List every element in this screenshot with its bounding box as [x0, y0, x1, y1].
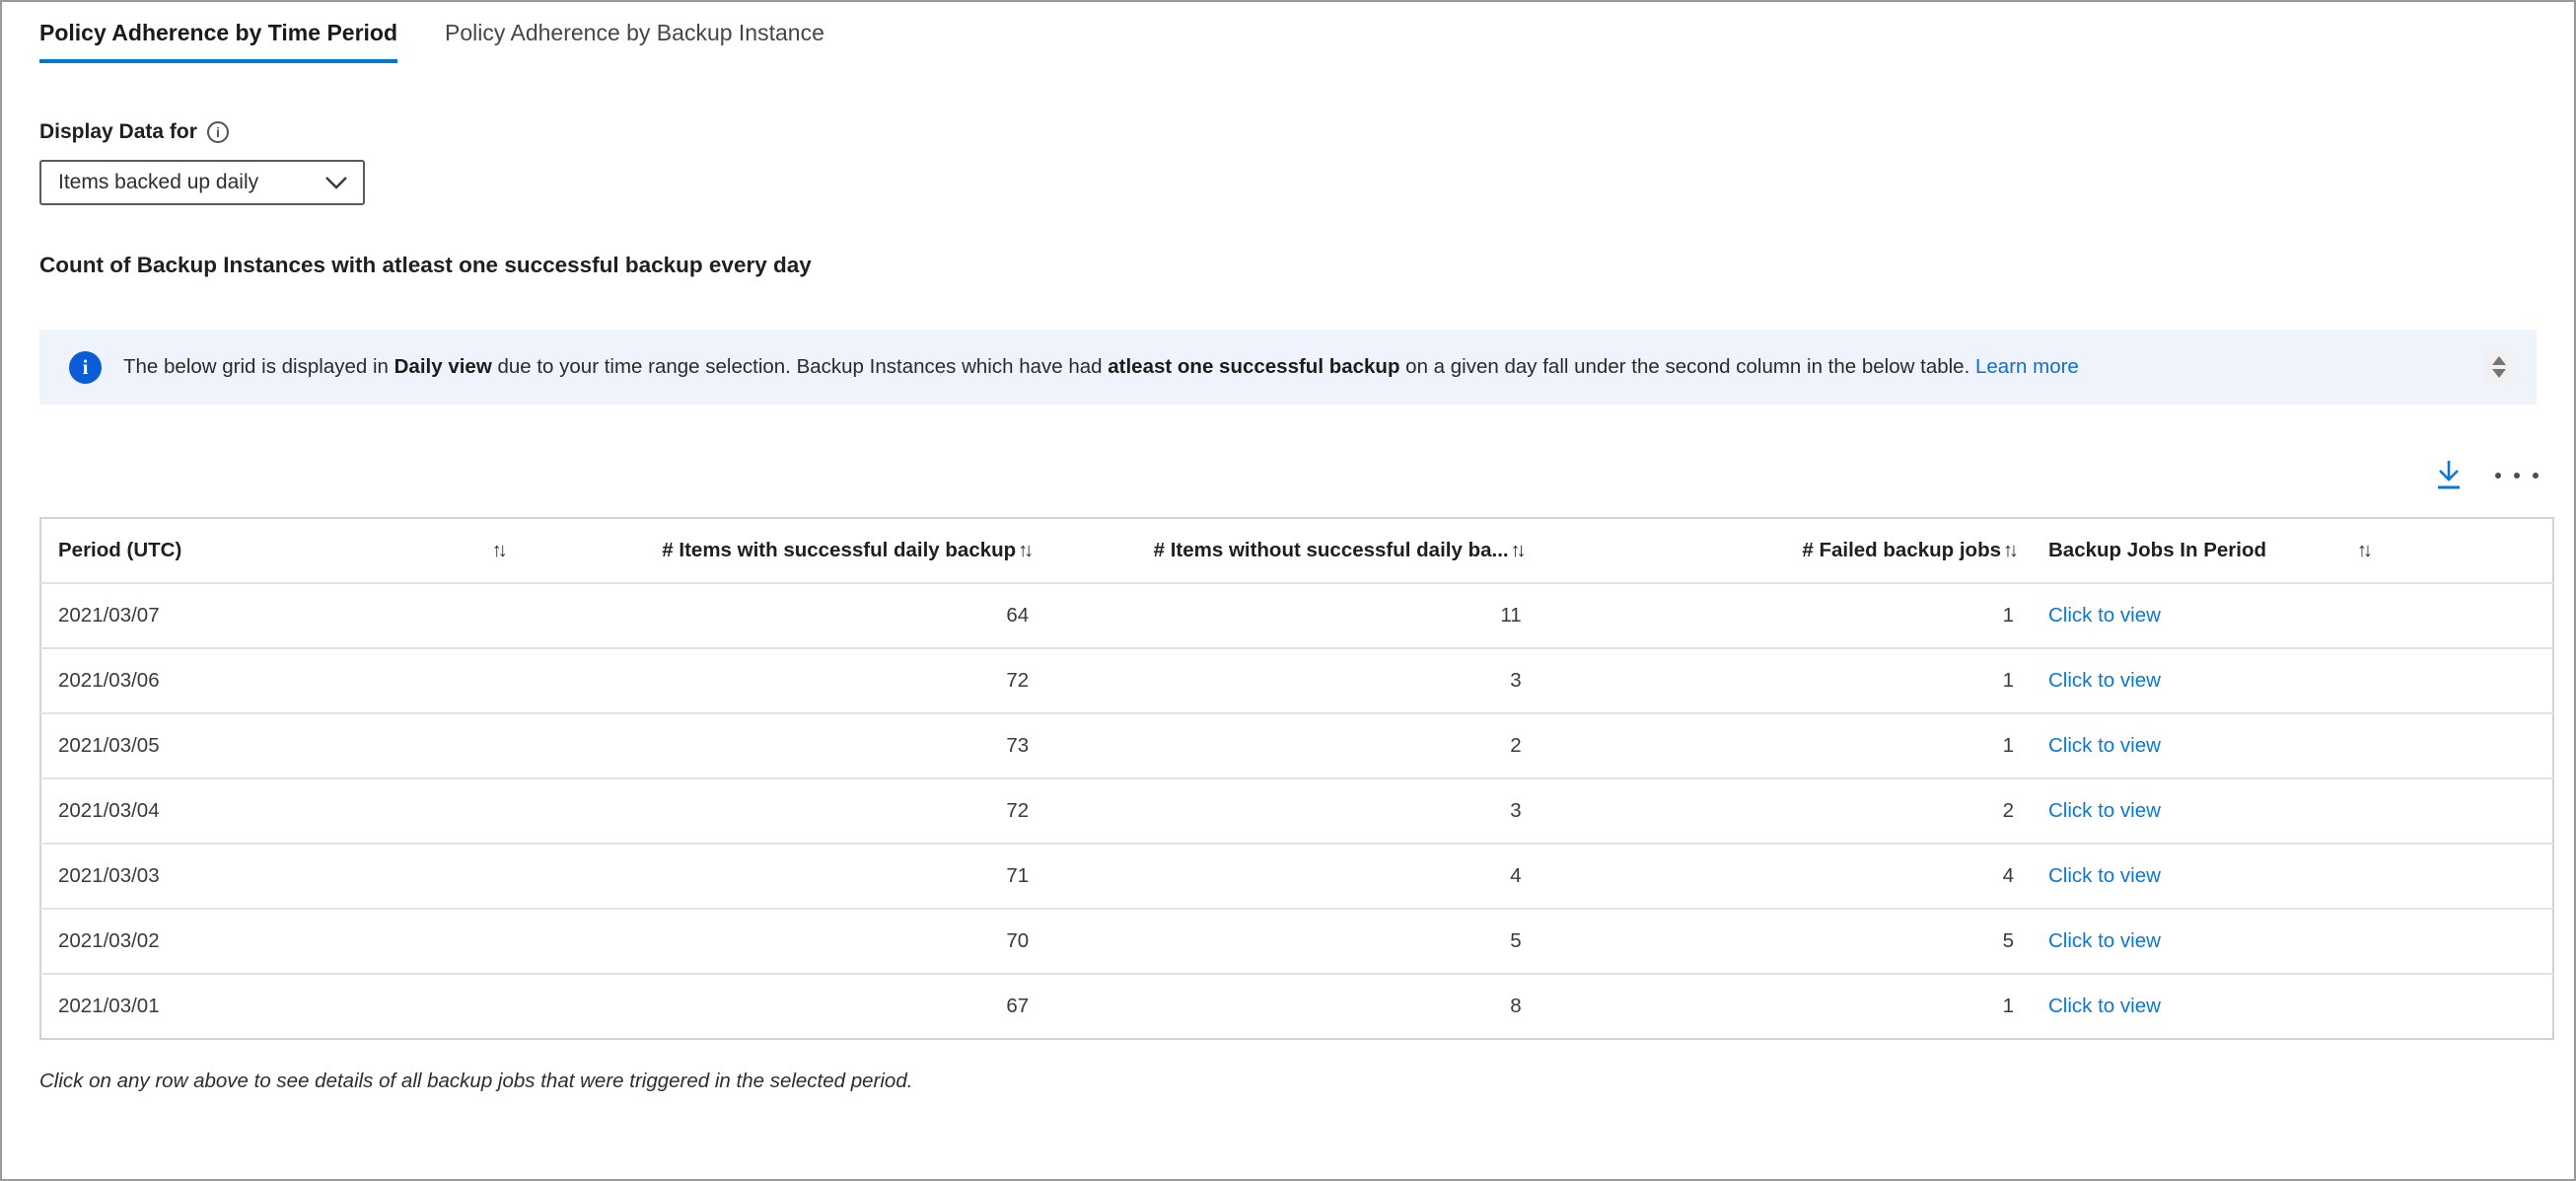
tab-bar: [39, 20, 2554, 63]
click-to-view-link[interactable]: Click to view: [2048, 799, 2161, 822]
ellipsis-icon: [2495, 473, 2501, 479]
cell-items-with-backup: 72: [553, 778, 1045, 844]
column-header-items-without-backup[interactable]: [1045, 518, 1538, 583]
learn-more-link[interactable]: Learn more: [1974, 355, 2079, 378]
cell-failed-jobs: 1: [1538, 713, 2031, 778]
column-header-items-with-backup[interactable]: [553, 518, 1045, 583]
column-label-period: Period (UTC): [58, 539, 182, 561]
cell-period: 2021/03/07: [58, 604, 160, 627]
display-data-for-row: [39, 120, 2554, 144]
table-header-row: [40, 518, 2553, 583]
info-icon: i: [69, 351, 102, 384]
tab-policy-adherence-by-backup-instance[interactable]: Policy Adherence by Backup Instance: [445, 20, 824, 45]
click-to-view-link[interactable]: Click to view: [2048, 734, 2161, 757]
click-to-view-link[interactable]: Click to view: [2048, 669, 2161, 692]
tab-policy-adherence-by-time-period[interactable]: Policy Adherence by Time Period: [39, 20, 397, 63]
ellipsis-icon: [2533, 473, 2539, 479]
display-data-for-label: Display Data for: [39, 120, 197, 143]
cell-failed-jobs: 1: [1538, 974, 2031, 1039]
download-button[interactable]: [2434, 459, 2464, 492]
cell-failed-jobs: 1: [1538, 648, 2031, 713]
cell-period: 2021/03/02: [40, 909, 553, 974]
policy-adherence-page: [2, 2, 2574, 1179]
cell-failed-jobs: 5: [1538, 909, 2031, 974]
cell-period: 2021/03/04: [40, 778, 553, 844]
sort-icon[interactable]: ↑↓: [491, 539, 504, 561]
cell-items-with-backup: 64: [1006, 604, 1030, 627]
grid-toolbar: [39, 454, 2554, 497]
banner-collapse-control[interactable]: [2485, 350, 2513, 384]
table-row[interactable]: [40, 778, 2553, 844]
column-header-period[interactable]: [40, 518, 553, 583]
cell-items-without-backup: 8: [1045, 974, 1538, 1039]
column-label-items-without-backup: # Items without successful daily ba...: [1153, 539, 1509, 561]
banner-text-3: on a given day fall under the second column in the below table.: [1399, 355, 1975, 378]
collapse-up-icon: [2492, 356, 2506, 365]
cell-items-with-backup: 71: [553, 844, 1045, 909]
banner-text: [123, 355, 2079, 379]
cell-period: 2021/03/01: [40, 974, 553, 1039]
info-tooltip-icon[interactable]: i: [207, 121, 229, 143]
sort-icon[interactable]: ↑↓: [1510, 539, 1523, 561]
click-to-view-link[interactable]: Click to view: [2048, 864, 2161, 887]
click-to-view-link[interactable]: Click to view: [2048, 604, 2161, 627]
cell-failed-jobs: 1: [2002, 604, 2014, 627]
display-data-dropdown-value: Items backed up daily: [58, 171, 259, 193]
table-row[interactable]: [40, 648, 2553, 713]
banner-bold-successful-backup: atleast one successful backup: [1108, 355, 1400, 378]
sort-icon[interactable]: ↑↓: [2003, 539, 2015, 561]
chevron-down-icon: [324, 175, 348, 190]
cell-items-with-backup: 72: [553, 648, 1045, 713]
cell-failed-jobs: 2: [1538, 778, 2031, 844]
cell-period: 2021/03/05: [40, 713, 553, 778]
column-label-backup-jobs-in-period: Backup Jobs In Period: [2048, 539, 2266, 561]
banner-text-1: The below grid is displayed in: [123, 355, 394, 378]
column-label-items-with-backup: # Items with successful daily backup: [662, 539, 1017, 561]
display-data-dropdown[interactable]: [39, 160, 365, 205]
cell-items-without-backup: 5: [1045, 909, 1538, 974]
banner-bold-daily-view: Daily view: [394, 355, 492, 378]
cell-items-without-backup: 3: [1045, 778, 1538, 844]
click-to-view-link[interactable]: Click to view: [2048, 929, 2161, 952]
section-heading: Count of Backup Instances with atleast one successful backup every day: [39, 253, 812, 277]
cell-items-without-backup: 11: [1500, 604, 1522, 627]
ellipsis-icon: [2514, 473, 2520, 479]
cell-items-without-backup: 2: [1045, 713, 1538, 778]
cell-period: 2021/03/06: [40, 648, 553, 713]
cell-items-without-backup: 3: [1045, 648, 1538, 713]
footer-note: Click on any row above to see details of all backup jobs that were triggered in the selected period.: [39, 1070, 913, 1092]
cell-failed-jobs: 4: [1538, 844, 2031, 909]
click-to-view-link[interactable]: Click to view: [2048, 995, 2161, 1017]
table-row[interactable]: [40, 974, 2553, 1039]
table-row[interactable]: [40, 844, 2553, 909]
column-header-failed-jobs[interactable]: [1538, 518, 2031, 583]
cell-items-without-backup: 4: [1045, 844, 1538, 909]
more-options-button[interactable]: [2493, 467, 2540, 484]
table-row[interactable]: [40, 583, 2553, 648]
cell-period: 2021/03/03: [40, 844, 553, 909]
download-icon: [2434, 459, 2464, 492]
column-header-backup-jobs-in-period[interactable]: [2031, 518, 2553, 583]
policy-adherence-table: [39, 517, 2554, 1040]
banner-text-2: due to your time range selection. Backup Instances which have had: [491, 355, 1109, 378]
table-row[interactable]: [40, 909, 2553, 974]
sort-icon[interactable]: ↑↓: [1018, 539, 1031, 561]
table-row[interactable]: [40, 713, 2553, 778]
info-banner: [39, 330, 2537, 405]
collapse-down-icon: [2492, 369, 2506, 378]
cell-items-with-backup: 67: [553, 974, 1045, 1039]
column-label-failed-jobs: # Failed backup jobs: [1802, 539, 2001, 561]
sort-icon[interactable]: ↑↓: [2357, 539, 2369, 561]
cell-items-with-backup: 70: [553, 909, 1045, 974]
cell-items-with-backup: 73: [553, 713, 1045, 778]
